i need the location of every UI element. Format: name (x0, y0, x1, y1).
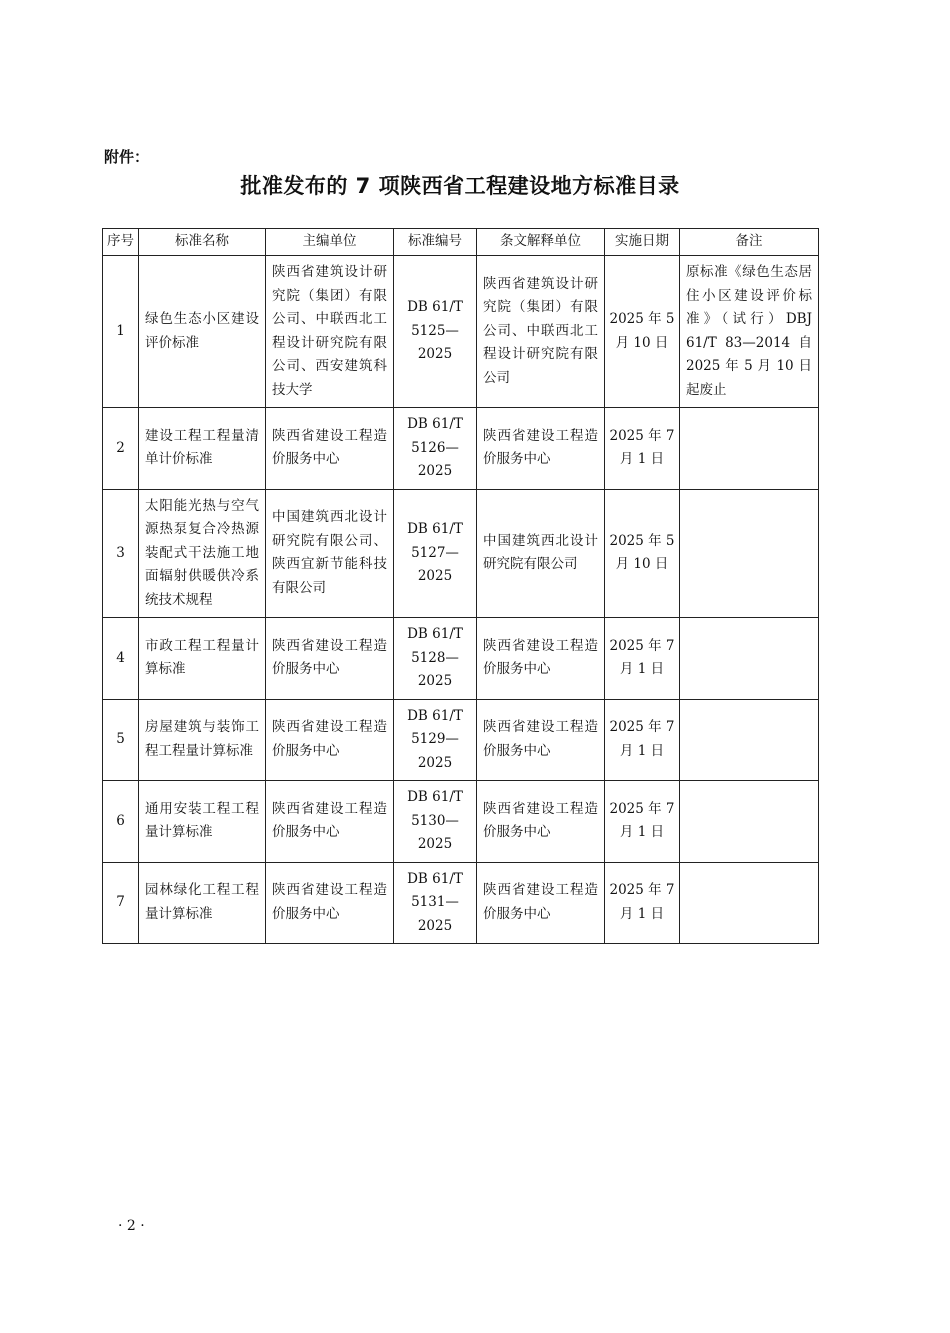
cell-editor: 陕西省建设工程造价服务中心 (266, 862, 394, 944)
cell-no: 2 (103, 408, 139, 490)
cell-name: 建设工程工程量清单计价标准 (139, 408, 266, 490)
cell-editor: 中国建筑西北设计研究院有限公司、陕西宜新节能科技有限公司 (266, 489, 394, 618)
cell-name: 太阳能光热与空气源热泵复合冷热源装配式干法施工地面辐射供暖供冷系统技术规程 (139, 489, 266, 618)
cell-interpreter: 陕西省建设工程造价服务中心 (477, 618, 605, 700)
cell-no: 7 (103, 862, 139, 944)
cell-editor: 陕西省建设工程造价服务中心 (266, 408, 394, 490)
page-title: 批准发布的 7 项陕西省工程建设地方标准目录 (240, 174, 680, 198)
table-row (103, 489, 819, 618)
cell-remark (680, 699, 819, 781)
cell-no: 6 (103, 781, 139, 863)
cell-name: 通用安装工程工程量计算标准 (139, 781, 266, 863)
cell-interpreter: 中国建筑西北设计研究院有限公司 (477, 489, 605, 618)
cell-name: 房屋建筑与装饰工程工程量计算标准 (139, 699, 266, 781)
cell-date: 2025 年 5 月 10 日 (605, 489, 680, 618)
header-name: 标准名称 (139, 229, 266, 256)
cell-code: DB 61/T 5127—2025 (394, 489, 477, 618)
table-row (103, 781, 819, 863)
cell-editor: 陕西省建设工程造价服务中心 (266, 781, 394, 863)
cell-name: 园林绿化工程工程量计算标准 (139, 862, 266, 944)
standards-table (102, 228, 819, 944)
cell-code: DB 61/T 5126—2025 (394, 408, 477, 490)
cell-date: 2025 年 5 月 10 日 (605, 256, 680, 408)
cell-remark (680, 618, 819, 700)
cell-interpreter: 陕西省建设工程造价服务中心 (477, 408, 605, 490)
cell-code: DB 61/T 5128—2025 (394, 618, 477, 700)
cell-code: DB 61/T 5129—2025 (394, 699, 477, 781)
cell-no: 4 (103, 618, 139, 700)
cell-remark (680, 489, 819, 618)
cell-remark: 原标准《绿色生态居住小区建设评价标准》（试行）DBJ 61/T 83—2014 自 2025 年 5 月 10 日起废止 (680, 256, 819, 408)
cell-editor: 陕西省建筑设计研究院（集团）有限公司、中联西北工程设计研究院有限公司、西安建筑科技大学 (266, 256, 394, 408)
table-row (103, 618, 819, 700)
header-remark: 备注 (680, 229, 819, 256)
cell-interpreter: 陕西省建设工程造价服务中心 (477, 862, 605, 944)
header-code: 标准编号 (394, 229, 477, 256)
cell-interpreter: 陕西省建设工程造价服务中心 (477, 781, 605, 863)
cell-remark (680, 781, 819, 863)
cell-code: DB 61/T 5131—2025 (394, 862, 477, 944)
page-number: · 2 · (118, 1218, 145, 1234)
table-row (103, 256, 819, 408)
cell-interpreter: 陕西省建筑设计研究院（集团）有限公司、中联西北工程设计研究院有限公司 (477, 256, 605, 408)
cell-no: 5 (103, 699, 139, 781)
table-row (103, 408, 819, 490)
table-row (103, 699, 819, 781)
header-interpreter: 条文解释单位 (477, 229, 605, 256)
cell-interpreter: 陕西省建设工程造价服务中心 (477, 699, 605, 781)
cell-code: DB 61/T 5130—2025 (394, 781, 477, 863)
cell-code: DB 61/T 5125—2025 (394, 256, 477, 408)
cell-no: 3 (103, 489, 139, 618)
header-no: 序号 (103, 229, 139, 256)
cell-editor: 陕西省建设工程造价服务中心 (266, 699, 394, 781)
cell-date: 2025 年 7 月 1 日 (605, 781, 680, 863)
cell-date: 2025 年 7 月 1 日 (605, 618, 680, 700)
cell-date: 2025 年 7 月 1 日 (605, 408, 680, 490)
attachment-label: 附件： (104, 148, 150, 166)
cell-editor: 陕西省建设工程造价服务中心 (266, 618, 394, 700)
cell-name: 绿色生态小区建设评价标准 (139, 256, 266, 408)
cell-remark (680, 862, 819, 944)
header-editor: 主编单位 (266, 229, 394, 256)
cell-date: 2025 年 7 月 1 日 (605, 862, 680, 944)
table-row (103, 862, 819, 944)
table-header-row (103, 229, 819, 256)
cell-date: 2025 年 7 月 1 日 (605, 699, 680, 781)
cell-name: 市政工程工程量计算标准 (139, 618, 266, 700)
cell-no: 1 (103, 256, 139, 408)
cell-remark (680, 408, 819, 490)
header-date: 实施日期 (605, 229, 680, 256)
